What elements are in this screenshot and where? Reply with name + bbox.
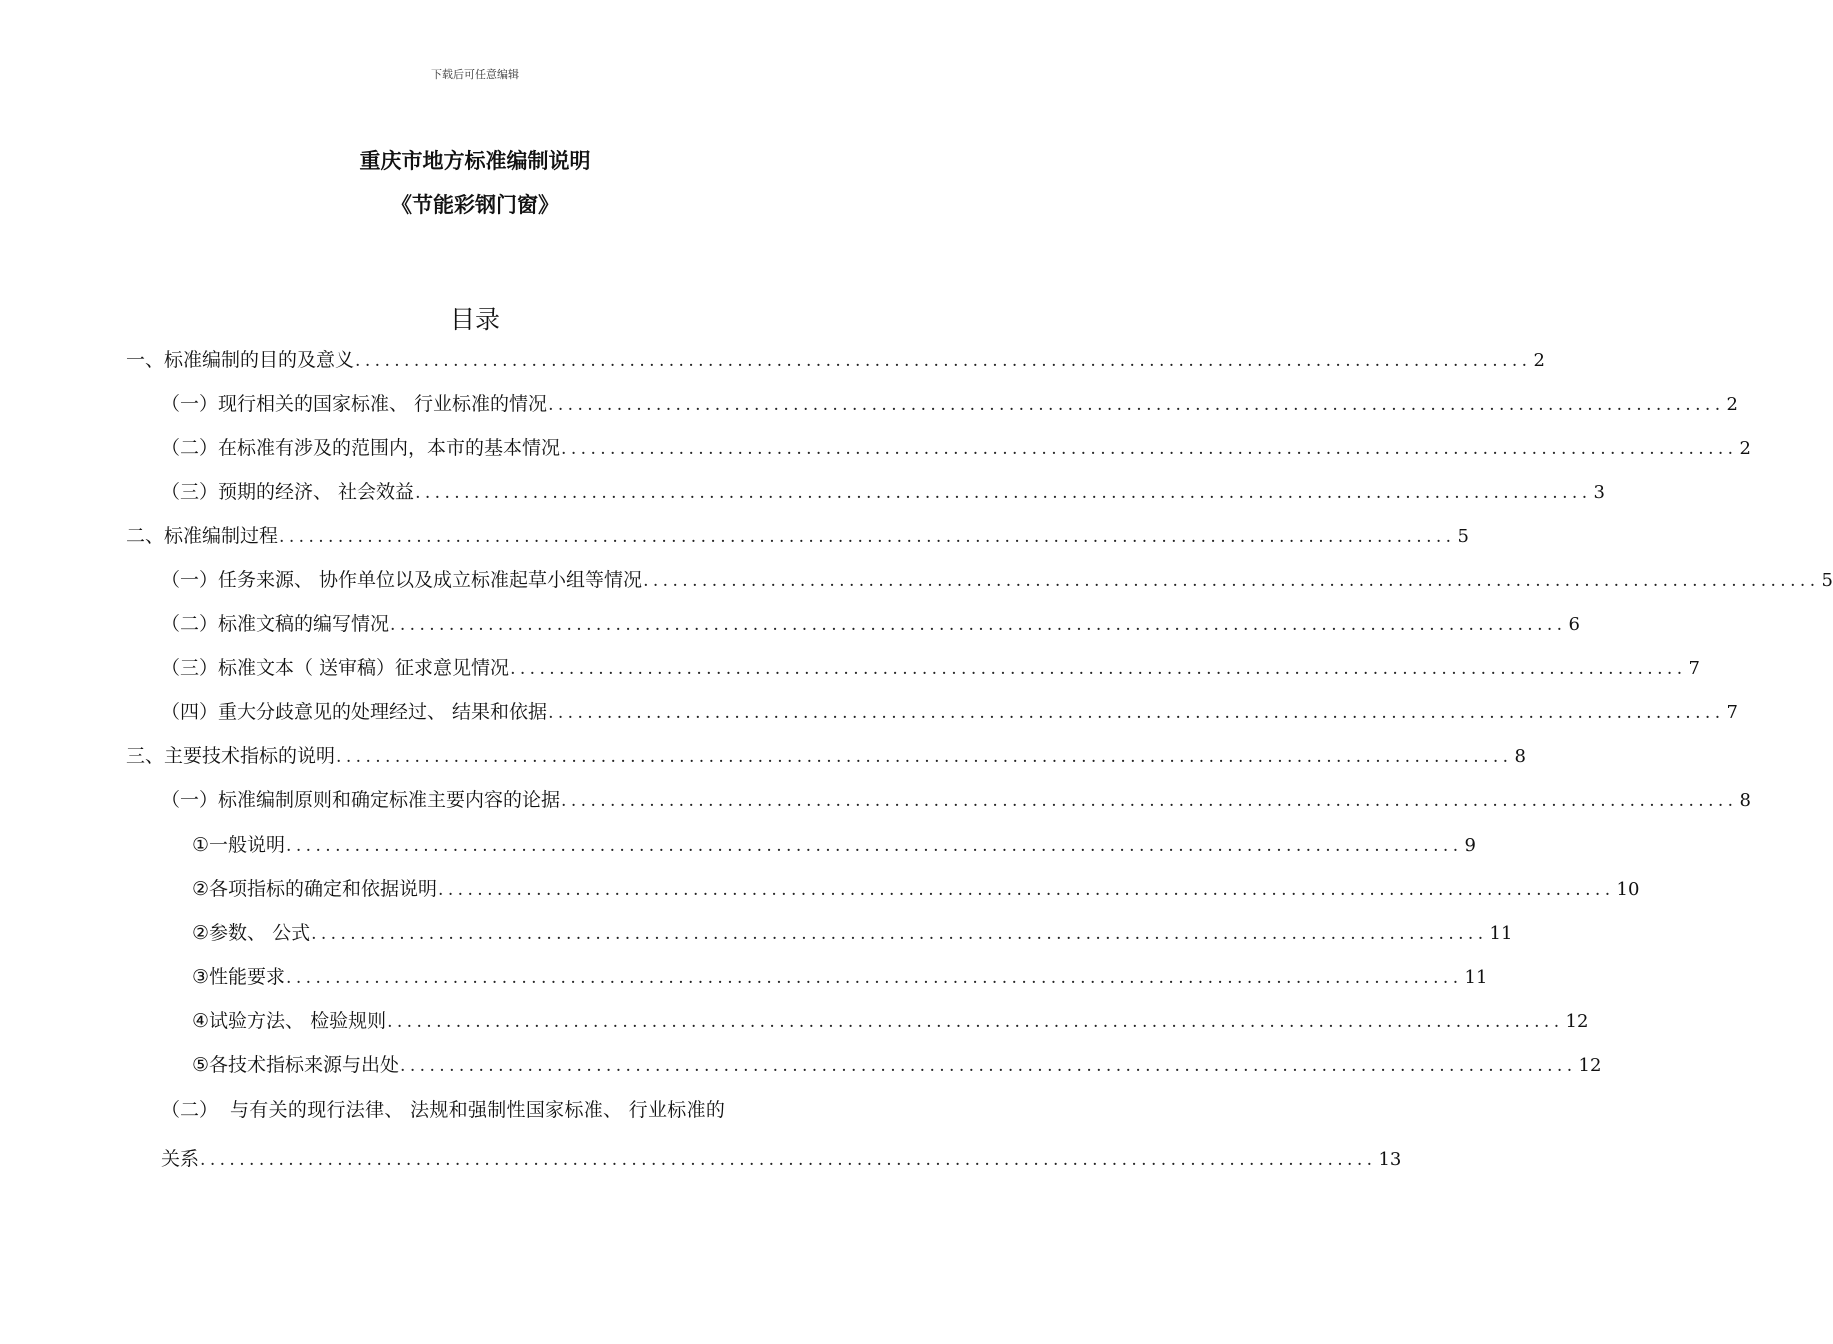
toc-entry-title: ②各项指标的确定和依据说明 [192,878,438,900]
dot-leader: ........................................................................................................................ [286,968,1463,988]
toc-entry-number: （三） [161,481,219,503]
toc-entry[interactable] [161,699,1738,725]
toc-entry[interactable] [161,787,1751,813]
toc-entry-page: 13 [1378,1149,1402,1170]
toc-entry[interactable] [161,655,1700,681]
toc-entry-page: 6 [1568,614,1580,635]
toc-entry-title: 任务来源、 协作单位以及成立标准起草小组等情况 [218,569,643,591]
dot-leader: ........................................................................................................................ [643,571,1820,591]
toc-entry-title: 标准编制的目的及意义 [164,349,355,371]
toc-entry[interactable] [126,523,1469,549]
dot-leader: ........................................................................................................................ [355,351,1532,371]
toc-entry-title-continuation: 关系 [161,1148,200,1170]
toc-entry-title: ②参数、 公式 [192,922,311,944]
toc-entry-page: 9 [1464,835,1476,856]
toc-entry-page: 7 [1726,702,1738,723]
toc-entry-number: 二、 [126,525,165,547]
toc-entry-page: 2 [1739,438,1751,459]
dot-leader: ........................................................................................................................ [400,1056,1577,1076]
document-title: 重庆市地方标准编制说明 [359,149,591,173]
dot-leader: ........................................................................................................................ [438,880,1615,900]
dot-leader: ........................................................................................................................ [561,791,1738,811]
toc-entry-page: 7 [1688,658,1700,679]
toc-entry-title: 标准编制原则和确定标准主要内容的论据 [218,789,561,811]
toc-entry[interactable] [161,567,1833,593]
toc-entry-title: 与有关的现行法律、 法规和强制性国家标准、 行业标准的 [230,1099,726,1121]
dot-leader: ........................................................................................................................ [336,747,1513,767]
document-subtitle: 《节能彩钢门窗》 [391,193,559,217]
toc-entry-title: 标准文本（ 送审稿）征求意见情况 [218,657,510,679]
toc-entry-title: 在标准有涉及的范围内，本市的基本情况 [218,437,561,459]
toc-entry-number: （三） [161,657,219,679]
toc-entry-number: （四） [161,701,219,723]
toc-entry-page: 5 [1821,570,1833,591]
toc-entry[interactable] [192,920,1513,946]
toc-entry[interactable] [192,832,1476,858]
toc-entry-number: （一） [161,569,219,591]
toc-entry-page: 8 [1514,746,1526,767]
toc-entry[interactable] [126,347,1545,373]
toc-entry-wrapped[interactable] [161,1097,831,1123]
toc-entry-number: 一、 [126,349,165,371]
dot-leader: ........................................................................................................................ [548,395,1725,415]
toc-entry-number: （一） [161,789,219,811]
toc-heading: 目录 [449,305,500,334]
toc-entry[interactable] [192,1052,1602,1078]
dot-leader: ........................................................................................................................ [200,1150,1377,1170]
dot-leader: ........................................................................................................................ [510,659,1687,679]
toc-entry-page: 2 [1533,350,1545,371]
toc-entry-title: 重大分歧意见的处理经过、 结果和依据 [218,701,548,723]
dot-leader: ........................................................................................................................ [387,1012,1564,1032]
toc-entry-page: 8 [1739,790,1751,811]
toc-entry-page: 12 [1578,1055,1602,1076]
toc-entry-number: （二） [161,613,219,635]
toc-entry-continuation[interactable] [161,1146,1402,1172]
toc-entry-page: 11 [1464,967,1488,988]
header-note: 下载后可任意编辑 [431,68,519,81]
toc-entry-title: 主要技术指标的说明 [164,745,336,767]
toc-entry-page: 12 [1565,1011,1589,1032]
dot-leader: ........................................................................................................................ [279,527,1456,547]
toc-entry-number: （二） [161,437,219,459]
dot-leader: ........................................................................................................................ [415,483,1592,503]
toc-entry[interactable] [161,611,1580,637]
toc-entry[interactable] [192,964,1488,990]
dot-leader: ........................................................................................................................ [286,836,1463,856]
dot-leader: ........................................................................................................................ [548,703,1725,723]
toc-entry-title: ①一般说明 [192,834,286,856]
dot-leader: ........................................................................................................................ [561,439,1738,459]
dot-leader: ........................................................................................................................ [311,924,1488,944]
toc-entry-page: 2 [1726,394,1738,415]
toc-entry-page: 11 [1489,923,1513,944]
toc-entry-number: 三、 [126,745,165,767]
toc-entry[interactable] [192,876,1640,902]
toc-entry-title: 标准编制过程 [164,525,279,547]
toc-entry[interactable] [161,479,1605,505]
toc-entry-title: 标准文稿的编写情况 [218,613,390,635]
toc-entry-title: ⑤各技术指标来源与出处 [192,1054,400,1076]
toc-entry-title: 预期的经济、 社会效益 [218,481,415,503]
toc-entry-page: 10 [1616,879,1640,900]
dot-leader: ........................................................................................................................ [390,615,1567,635]
toc-entry-title: 现行相关的国家标准、 行业标准的情况 [218,393,548,415]
toc-entry-page: 5 [1457,526,1469,547]
toc-entry[interactable] [192,1008,1589,1034]
toc-entry-number: （一） [161,393,219,415]
toc-entry-title: ③性能要求 [192,966,286,988]
toc-entry-page: 3 [1593,482,1605,503]
toc-entry-number: （二） [161,1099,219,1121]
toc-entry-title: ④试验方法、 检验规则 [192,1010,387,1032]
toc-entry[interactable] [161,391,1738,417]
toc-entry[interactable] [126,743,1526,769]
toc-entry[interactable] [161,435,1751,461]
